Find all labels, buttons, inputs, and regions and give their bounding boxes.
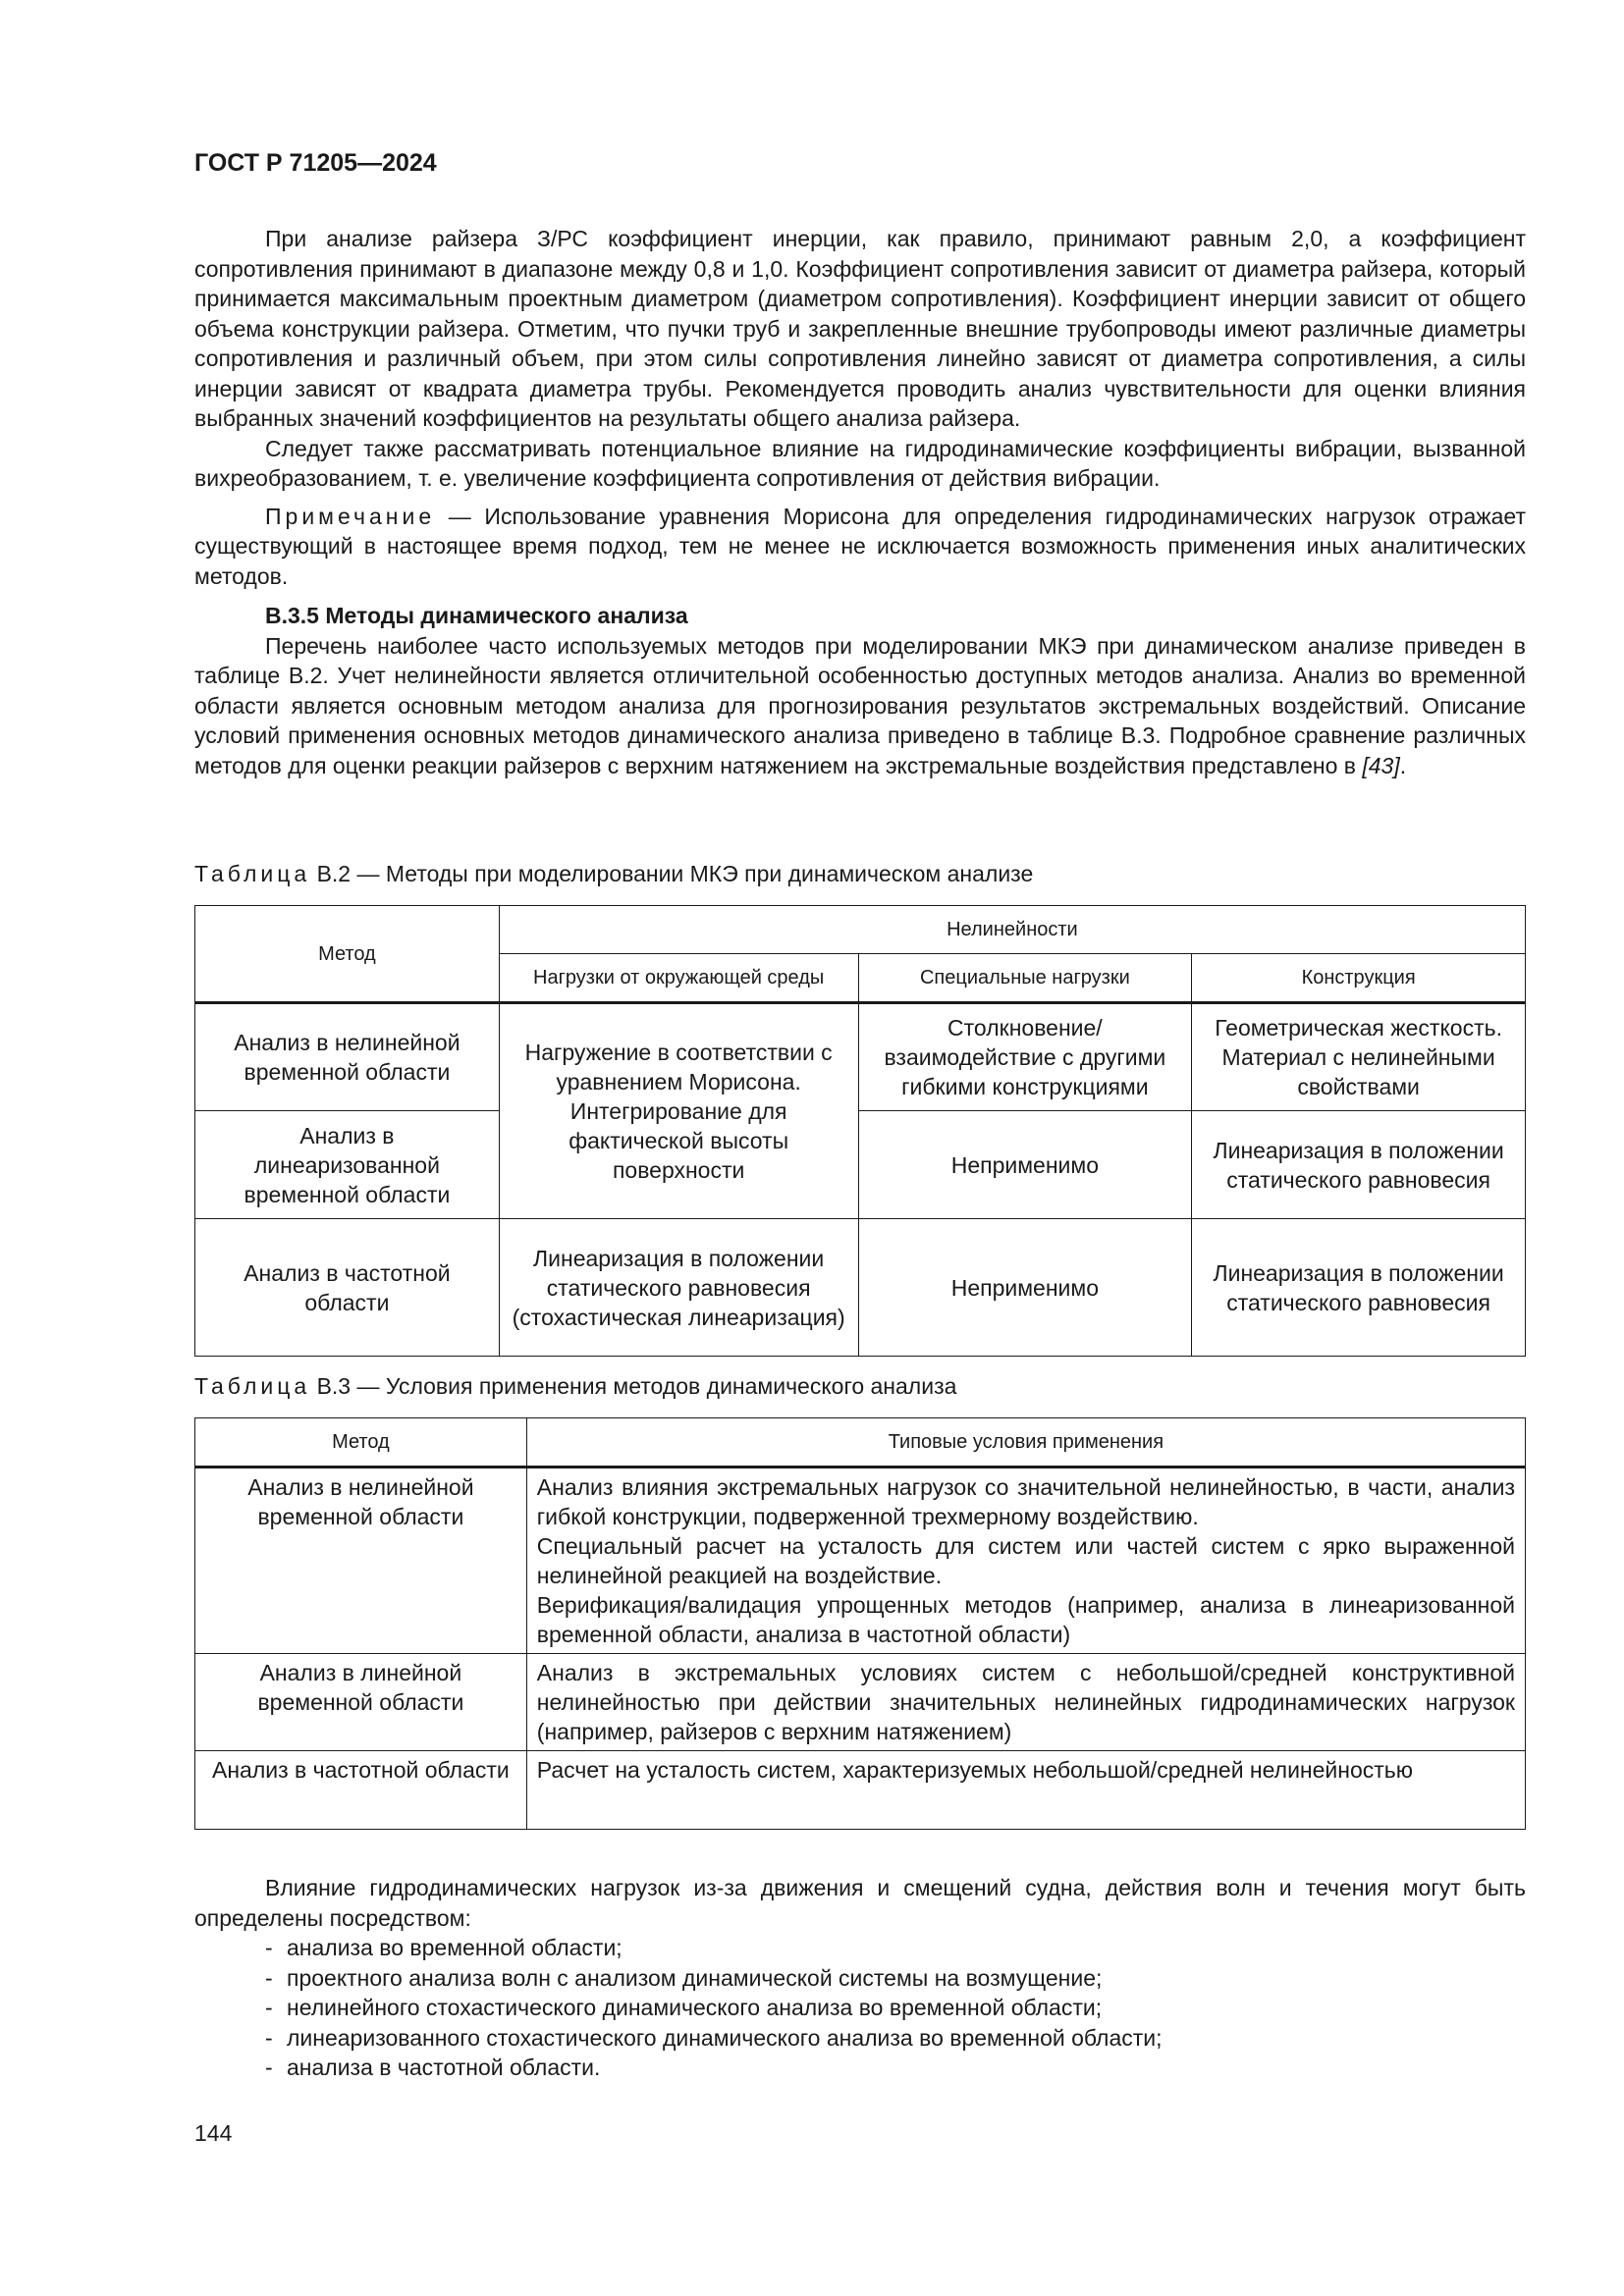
table-b2-row12-env: Нагружение в соответствии с уравнением Морисона. Интегрирование для фактической высоты поверхности — [499, 1003, 858, 1219]
table-b2-head-env-loads: Нагрузки от окружающей среды — [499, 954, 858, 1003]
table-b3-row3-method: Анализ в частотной области — [195, 1751, 527, 1830]
paragraph-methods — [194, 631, 1526, 781]
page-number: 144 — [194, 2120, 233, 2146]
table-b2-head-structure: Конструкция — [1192, 954, 1526, 1003]
table-b2-row3-special: Неприменимо — [858, 1219, 1192, 1357]
table-b3-caption-text: В.3 — Условия применения методов динамического анализа — [310, 1373, 957, 1399]
paragraph-methods-end: . — [1399, 752, 1407, 778]
paragraph-vibration: Следует также рассматривать потенциальное влияние на гидродинамические коэффициенты вибрации, вызванной вихреобразованием, т. е. увеличение коэффициента сопротивления от действия вибрации. — [194, 435, 1526, 491]
table-b2-caption — [194, 859, 1033, 888]
table-b2-caption-label: Таблица — [194, 861, 311, 886]
table-b2 — [194, 905, 1526, 1357]
table-b3-head-method: Метод — [195, 1418, 527, 1468]
paragraph-closing: Влияние гидродинамических нагрузок из-за движения и смещений судна, действия волн и течения могут быть определены посредством: — [194, 1875, 1526, 1931]
table-b2-row1-method: Анализ в нелинейной временной области — [195, 1003, 500, 1111]
note-label: Примечание — [265, 503, 436, 529]
table-b2-row1-special: Столкновение/взаимодействие с другими гибкими конструкциями — [858, 1003, 1192, 1111]
table-b2-caption-text: В.2 — Методы при моделировании МКЭ при динамическом анализе — [310, 861, 1034, 886]
body-section-closing — [194, 1873, 1526, 2083]
table-b2-row2-method: Анализ в линеаризованной временной области — [195, 1111, 500, 1219]
table-b3-caption-label: Таблица — [194, 1373, 311, 1399]
table-b2-row3-env: Линеаризация в положении статического равновесия (стохастическая линеаризация) — [499, 1219, 858, 1357]
table-b3-row1-method: Анализ в нелинейной временной области — [195, 1468, 527, 1654]
list-item: - анализа во временной области; — [265, 1933, 1526, 1963]
table-b2-row2-structure: Линеаризация в положении статического равновесия — [1192, 1111, 1526, 1219]
reference-link: [43] — [1362, 752, 1400, 778]
table-b3-row2-method: Анализ в линейной временной области — [195, 1654, 527, 1751]
table-b3-head-conditions: Типовые условия применения — [526, 1418, 1525, 1468]
paragraph-methods-text: Перечень наиболее часто используемых методов при моделировании МКЭ при динамическом анализе приведен в таблице В.2. Учет нелинейности является отличительной особенностью доступных методов анализа. Анализ во временной области является основным методом анализа для прогнозирования результатов экстремальных воздействий. Описание условий применения основных методов динамического анализа приведено в таблице В.3. Подробное сравнение различных методов для оценки реакции райзеров с верхним натяжением на экстремальные воздействия представлено в — [194, 632, 1526, 778]
note-paragraph — [194, 502, 1526, 592]
table-b2-row2-special: Неприменимо — [858, 1111, 1192, 1219]
table-b2-head-special-loads: Специальные нагрузки — [858, 954, 1192, 1003]
table-b2-head-method: Метод — [195, 906, 500, 1003]
list-item: - анализа в частотной области. — [265, 2053, 1526, 2083]
section-title: В.3.5 Методы динамического анализа — [265, 603, 688, 628]
table-b3-caption — [194, 1371, 956, 1401]
table-b3 — [194, 1417, 1526, 1830]
table-b2-head-nonlinearities: Нелинейности — [499, 906, 1525, 954]
paragraph-inertia: При анализе райзера З/РС коэффициент инерции, как правило, принимают равным 2,0, а коэффициент сопротивления принимают в диапазоне между 0,8 и 1,0. Коэффициент сопротивления зависит от диаметра райзера, который принимается максимальным проектным диаметром (диаметром сопротивления). Коэффициент инерции зависит от общего объема конструкции райзера. Отметим, что пучки труб и закрепленные внешние трубопроводы имеют различные диаметры сопротивления и различный объем, при этом силы сопротивления линейно зависят от диаметра сопротивления, а силы инерции зависят от квадрата диаметра трубы. Рекомендуется проводить анализ чувствительности для оценки влияния выбранных значений коэффициентов на результаты общего анализа райзера. — [194, 226, 1526, 431]
closing-list — [194, 1933, 1526, 2083]
list-item: - проектного анализа волн с анализом динамической системы на возмущение; — [265, 1963, 1526, 1994]
table-b2-row3-method: Анализ в частотной области — [195, 1219, 500, 1357]
body-section-intro — [194, 224, 1526, 780]
table-b2-row3-structure: Линеаризация в положении статического равновесия — [1192, 1219, 1526, 1357]
list-item: - линеаризованного стохастического динамического анализа во временной области; — [265, 2023, 1526, 2054]
table-b3-row1-text-c: Верификация/валидация упрощенных методов (например, анализа в линеаризованной временной области, анализа в частотной области) — [536, 1592, 1515, 1647]
table-b3-row1-text-b: Специальный расчет на усталость для систем или частей систем с ярко выраженной нелинейной реакцией на воздействие. — [536, 1533, 1515, 1588]
table-b2-row1-structure: Геометрическая жесткость. Материал с нелинейными свойствами — [1192, 1003, 1526, 1111]
table-b3-row1-text-a: Анализ влияния экстремальных нагрузок со значительной нелинейностью, в части, анализ гибкой конструкции, подверженной трехмерному воздействию. — [536, 1474, 1515, 1529]
table-b3-row2-conditions: Анализ в экстремальных условиях систем с небольшой/средней конструктивной нелинейностью при действии значительных нелинейных гидродинамических нагрузок (например, райзеров с верхним натяжением) — [526, 1654, 1525, 1751]
table-b3-row3-conditions: Расчет на усталость систем, характеризуемых небольшой/средней нелинейностью — [526, 1751, 1525, 1830]
document-header: ГОСТ Р 71205—2024 — [194, 149, 437, 177]
table-b3-row1-conditions — [526, 1468, 1525, 1654]
list-item: - нелинейного стохастического динамического анализа во временной области; — [265, 1993, 1526, 2023]
note-text: — Использование уравнения Морисона для определения гидродинамических нагрузок отражает существующий в настоящее время подход, тем не менее не исключается возможность применения иных аналитических методов. — [194, 503, 1526, 589]
